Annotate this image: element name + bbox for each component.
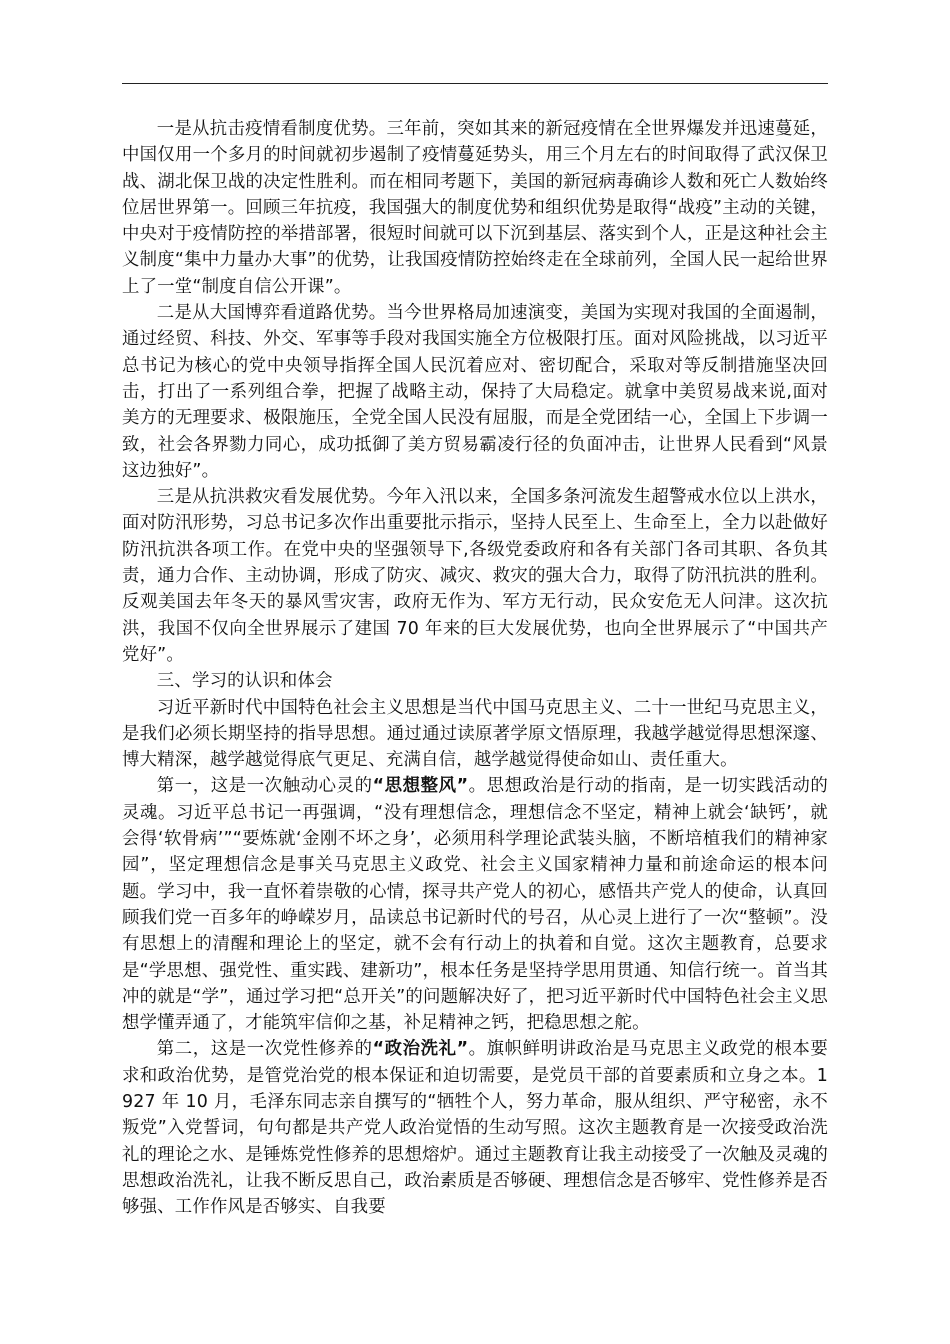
paragraph-ideological-rectification	[122, 773, 828, 1036]
paragraph-text: 一是从抗击疫情看制度优势。三年前，突如其来的新冠疫情在全世界爆发并迅速蔓延，中国仅用一个多月的时间就初步遏制了疫情蔓延势头，用三个月左右的时间取得了武汉保卫战、湖北保卫战的决定性胜利。而在相同考题下，美国的新冠病毒确诊人数和死亡人数始终位居世界第一。回顾三年抗疫，我国强大的制度优势和组织优势是取得“战疫”主动的关键，中央对于疫情防控的举措部署，很短时间就可以下沉到基层、落实到个人，正是这种社会主义制度“集中力量办大事”的优势，让我国疫情防控始终走在全球前列，全国人民一起给世界上了一堂“制度自信公开课”。	[122, 119, 828, 297]
section-heading-text: 三、学习的认识和体会	[156, 671, 333, 692]
paragraph-thought-guidance	[122, 695, 828, 774]
paragraph-great-power-path-advantage	[122, 300, 828, 484]
header-rule	[122, 83, 828, 84]
paragraph-text: 。旗帜鲜明讲政治是马克思主义政党的根本要求和政治优势，是管党治党的根本保证和迫切需要，是党员干部的首要素质和立身之本。1927 年 10 月，毛泽东同志亲自撰写的“牺牲个人，努力革命，服从组织、严守秘密，永不叛党”入党誓词，句句都是共产党人政治觉悟的生动写照。这次主题教育是一次接受政治洗礼的理论之水、是锤炼党性修养的思想熔炉。通过主题教育让我主动接受了一次触及灵魂的思想政治洗礼，让我不断反思自己，政治素质是否够硬、理想信念是否够牢、党性修养是否够强、工作作风是否够实、自我要	[122, 1039, 828, 1218]
paragraph-text: 第二，这是一次党性修养的	[156, 1039, 373, 1060]
paragraph-text: 二是从大国博弈看道路优势。当今世界格局加速演变，美国为实现对我国的全面遏制，通过经贸、科技、外交、军事等手段对我国实施全方位极限打压。面对风险挑战，以习近平总书记为核心的党中央领导指挥全国人民沉着应对、密切配合，采取对等反制措施坚决回击，打出了一系列组合拳，把握了战略主动，保持了大局稳定。就拿中美贸易战来说,面对美方的无理要求、极限施压，全党全国人民没有屈服，而是全党团结一心，全国上下步调一致，社会各界勠力同心，成功抵御了美方贸易霸凌行径的负面冲击，让世界人民看到“风景这边独好”。	[122, 303, 828, 481]
paragraph-text: 习近平新时代中国特色社会主义思想是当代中国马克思主义、二十一世纪马克思主义，是我们必须长期坚持的指导思想。通过通过读原著学原文悟原理，我越学越觉得思想深邃、博大精深，越学越觉得底气更足、充满自信，越学越觉得使命如山、责任重大。	[122, 697, 828, 771]
paragraph-text: 第一，这是一次触动心灵的	[156, 776, 373, 797]
paragraph-text: 。思想政治是行动的指南，是一切实践活动的灵魂。习近平总书记一再强调，“没有理想信念，理想信念不坚定，精神上就会‘缺钙’，就会得‘软骨病’”“要炼就‘金刚不坏之身’，必须用科学理论武装头脑，不断培植我们的精神家园”，坚定理想信念是事关马克思主义政党、社会主义国家精神力量和前途命运的根本问题。学习中，我一直怀着崇敬的心情，探寻共产党人的初心，感悟共产党人的使命，认真回顾我们党一百多年的峥嵘岁月，品读总书记新时代的号召，从心灵上进行了一次“整顿”。没有思想上的清醒和理论上的坚定，就不会有行动上的执着和自觉。这次主题教育，总要求是“学思想、强党性、重实践、建新功”，根本任务是坚持学思用贯通、知信行统一。首当其冲的就是“学”，通过学习把“总开关”的问题解决好了，把习近平新时代中国特色社会主义思想学懂弄通了，才能筑牢信仰之基，补足精神之钙，把稳思想之舵。	[122, 776, 828, 1034]
paragraph-epidemic-institutional-advantage	[122, 116, 828, 300]
paragraph-flood-development-advantage	[122, 484, 828, 668]
section-heading	[122, 668, 828, 694]
paragraph-political-baptism	[122, 1036, 828, 1220]
document-body	[122, 116, 828, 1220]
emphasis-term: “政治洗礼”	[372, 1039, 469, 1060]
paragraph-text: 三是从抗洪救灾看发展优势。今年入汛以来，全国多条河流发生超警戒水位以上洪水，面对防汛形势，习总书记多次作出重要批示指示，坚持人民至上、生命至上，全力以赴做好防汛抗洪各项工作。在党中央的坚强领导下,各级党委政府和各有关部门各司其职、各负其责，通力合作、主动协调，形成了防灾、减灾、救灾的强大合力，取得了防汛抗洪的胜利。反观美国去年冬天的暴风雪灾害，政府无作为、军方无行动，民众安危无人问津。这次抗洪，我国不仅向全世界展示了建国 70 年来的巨大发展优势，也向全世界展示了“中国共产党好”。	[122, 487, 828, 665]
emphasis-term: “思想整风”	[372, 776, 469, 797]
